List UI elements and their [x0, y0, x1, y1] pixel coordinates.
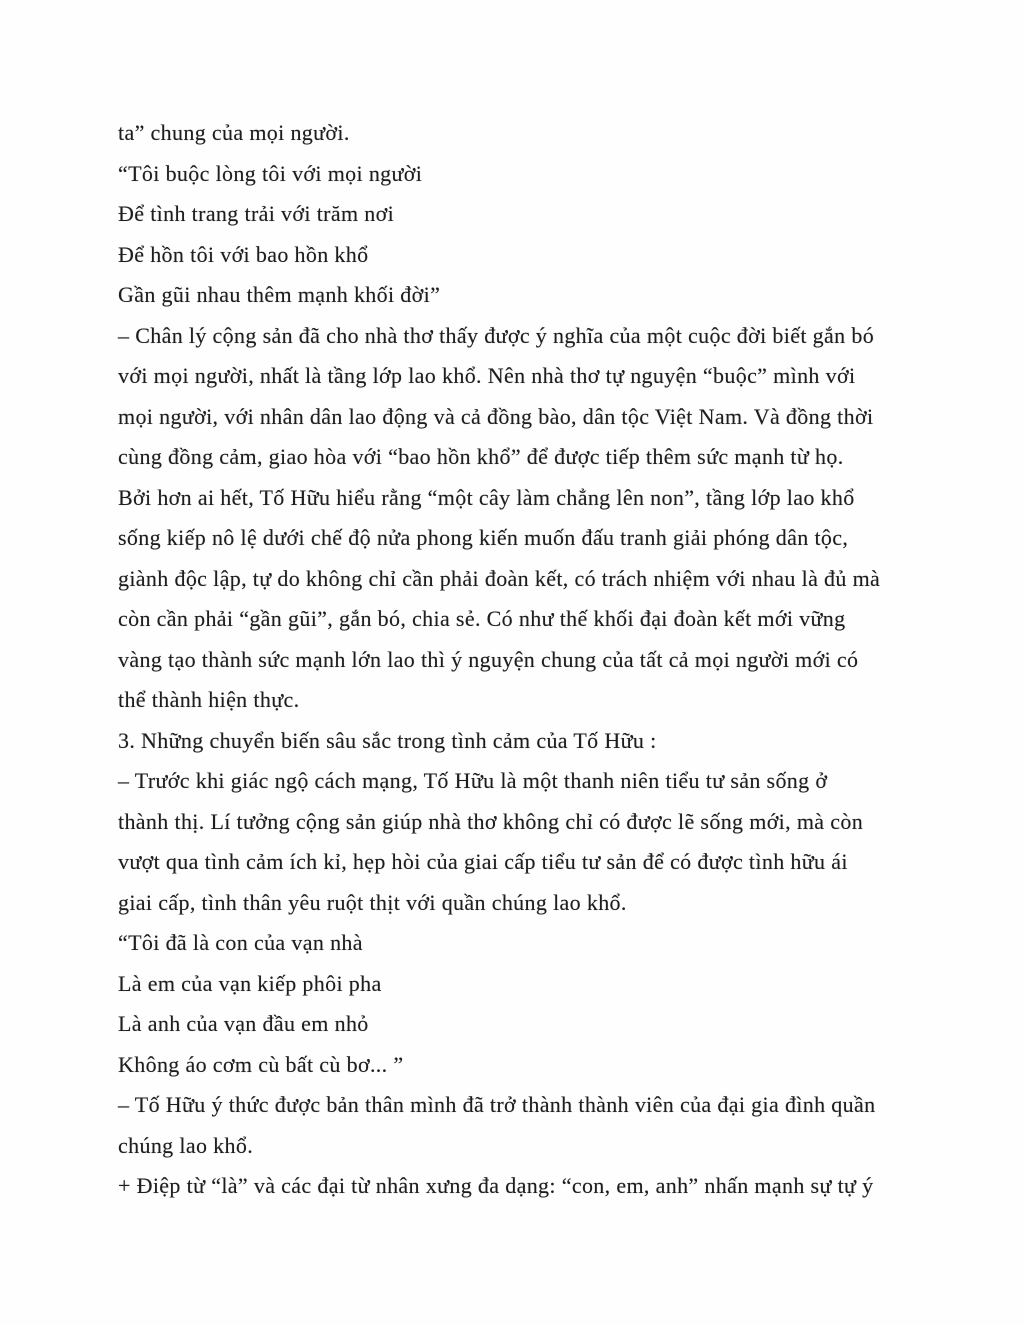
text-line: “Tôi buộc lòng tôi với mọi người	[118, 160, 423, 186]
text-line: Không áo cơm cù bất cù bơ... ”	[118, 1051, 404, 1077]
text-line: – Chân lý cộng sản đã cho nhà thơ thấy được ý nghĩa của một cuộc đời biết gắn bó	[118, 322, 875, 348]
page-text	[118, 113, 948, 1207]
text-line: Để hồn tôi với bao hồn khổ	[118, 241, 369, 267]
text-line: Bởi hơn ai hết, Tố Hữu hiểu rằng “một cây làm chẳng lên non”, tầng lớp lao khổ	[118, 484, 855, 510]
text-line: Để tình trang trải với trăm nơi	[118, 201, 395, 226]
text-line: ta” chung của mọi người.	[118, 120, 350, 145]
text-line: Là anh của vạn đầu em nhỏ	[118, 1011, 369, 1036]
text-line: “Tôi đã là con của vạn nhà	[118, 930, 363, 955]
text-line: 3. Những chuyển biến sâu sắc trong tình cảm của Tố Hữu :	[118, 727, 657, 753]
text-line: thể thành hiện thực.	[118, 687, 300, 712]
text-line: sống kiếp nô lệ dưới chế độ nửa phong kiến muốn đấu tranh giải phóng dân tộc,	[118, 525, 849, 550]
text-line: Gần gũi nhau thêm mạnh khối đời”	[118, 282, 441, 307]
text-line: – Trước khi giác ngộ cách mạng, Tố Hữu là một thanh niên tiểu tư sản sống ở	[118, 768, 828, 793]
text-line: chúng lao khổ.	[118, 1132, 254, 1158]
text-line: giai cấp, tình thân yêu ruột thịt với quần chúng lao khổ.	[118, 889, 627, 915]
text-line: vượt qua tình cảm ích kỉ, hẹp hòi của giai cấp tiểu tư sản để có được tình hữu ái	[118, 849, 848, 874]
text-line: – Tố Hữu ý thức được bản thân mình đã trở thành thành viên của đại gia đình quần	[118, 1092, 876, 1117]
text-line: với mọi người, nhất là tầng lớp lao khổ. Nên nhà thơ tự nguyện “buộc” mình với	[118, 363, 856, 388]
text-line: Là em của vạn kiếp phôi pha	[118, 970, 382, 996]
text-line: còn cần phải “gần gũi”, gắn bó, chia sẻ. Có như thế khối đại đoàn kết mới vững	[118, 606, 846, 631]
text-line: mọi người, với nhân dân lao động và cả đồng bào, dân tộc Việt Nam. Và đồng thời	[118, 403, 874, 429]
text-line: vàng tạo thành sức mạnh lớn lao thì ý nguyện chung của tất cả mọi người mới có	[118, 646, 859, 672]
text-line: thành thị. Lí tưởng cộng sản giúp nhà thơ không chỉ có được lẽ sống mới, mà còn	[118, 808, 864, 834]
text-line: giành độc lập, tự do không chỉ cần phải đoàn kết, có trách nhiệm với nhau là đủ mà	[118, 565, 881, 591]
text-line: + Điệp từ “là” và các đại từ nhân xưng đa dạng: “con, em, anh” nhấn mạnh sự tự ý	[118, 1173, 874, 1198]
text-line: cùng đồng cảm, giao hòa với “bao hồn khổ” để được tiếp thêm sức mạnh từ họ.	[118, 444, 844, 469]
